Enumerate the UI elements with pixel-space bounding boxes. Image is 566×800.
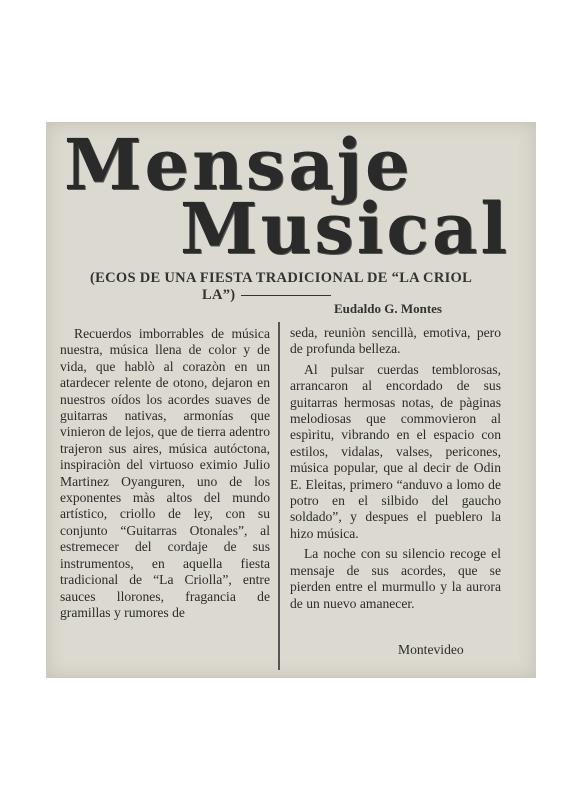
- headline-line-2: Musical: [180, 187, 510, 270]
- dateline-place: Montevideo: [398, 642, 464, 657]
- subtitle-line-2: [90, 287, 530, 304]
- column-divider: [278, 322, 280, 670]
- body-column-right: [290, 325, 501, 612]
- subtitle-line-1: (ECOS DE UNA FIESTA TRADICIONAL DE “LA CRIOL: [90, 270, 473, 286]
- body-column-left: [60, 326, 270, 621]
- author-byline: Eudaldo G. Montes: [334, 301, 442, 316]
- paragraph-1: Recuerdos imborrables de música nuestra, música llena de color y de vida, que hablò al corazòn en un atardecer relente de otono, dejaron en nuestros oídos los acordes suaves de guitarras nativas, armonías que vinieron de lejos, que de tierra adentro trajeron sus aires, música autóctona, inspiraciòn del virtuoso eximio Julio Martinez Oyanguren, uno de los exponentes màs altos del mundo artístico, criollo de ley, con su conjunto “Guitarras Otonales”, al estremecer del cordaje de sus instrumentos, en aquella fiesta tradicional de “La Criolla”, entre sauces llorones, fragancia de gramillas y rumores de: [60, 326, 270, 620]
- subtitle: [90, 270, 530, 304]
- newspaper-clipping: [46, 122, 536, 678]
- subtitle-line-2-text: LA”): [202, 287, 236, 303]
- paragraph-1-continued: seda, reuniòn sencillà, emotiva, pero de profunda belleza.: [290, 325, 501, 357]
- paragraph-3: La noche con su silencio recoge el mensaje de sus acordes, que se pierden entre el murmullo y la aurora de un nuevo amanecer.: [290, 546, 501, 611]
- subtitle-rule: [241, 295, 331, 297]
- headline-line-1: Mensaje: [64, 123, 413, 206]
- paragraph-2: Al pulsar cuerdas temblorosas, arrancaron al encordado de sus guitarras hermosas notas, de pàginas melodiosas que commovieron al espìritu, vibrando en el espacio con estilos, vidalas, valses, pericones, música popular, que al decir de Odin E. Eleitas, primero “anduvo a lomo de potro en el silbido del gaucho soldado”, y despues el pueblero la hizo música.: [290, 361, 501, 541]
